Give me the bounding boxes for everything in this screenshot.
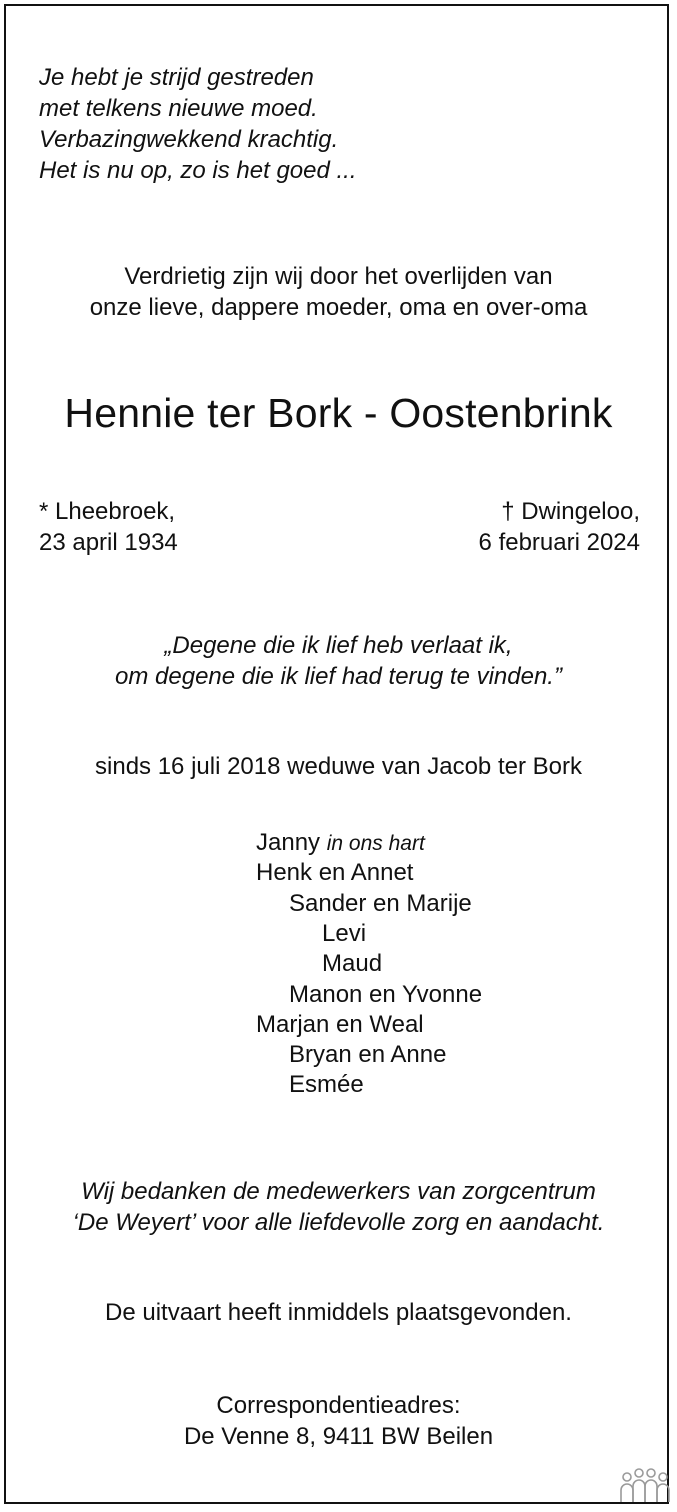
birth-date: 23 april 1934 <box>39 529 178 556</box>
family-member: Bryan en Anne <box>289 1041 447 1069</box>
poem <box>39 62 357 186</box>
death-info <box>479 496 640 558</box>
birth-info <box>39 496 178 558</box>
widow-line: sinds 16 juli 2018 weduwe van Jacob ter Bork <box>95 753 582 780</box>
intro-line: onze lieve, dappere moeder, oma en over-oma <box>89 294 588 321</box>
intro-text <box>6 261 671 323</box>
obituary-card <box>4 4 669 1504</box>
deceased-name: Hennie ter Bork - Oostenbrink <box>64 390 613 436</box>
family-member: Maud <box>322 950 383 978</box>
people-group-icon <box>619 1466 671 1506</box>
correspondence-address <box>6 1390 671 1452</box>
thanks-line: ‘De Weyert’ voor alle liefdevolle zorg en aandacht. <box>72 1209 605 1236</box>
thanks-text <box>6 1176 671 1238</box>
poem-line: Het is nu op, zo is het goed ... <box>39 157 357 184</box>
family-member: Marjan en Weal <box>256 1010 424 1038</box>
family-member <box>256 828 425 859</box>
poem-line: Je hebt je strijd gestreden <box>39 64 314 91</box>
poem-line: met telkens nieuwe moed. <box>39 95 318 122</box>
funeral-note: De uitvaart heeft inmiddels plaatsgevonden. <box>105 1299 572 1326</box>
thanks-line: Wij bedanken de medewerkers van zorgcentrum <box>81 1178 596 1205</box>
family-member-note: in ons hart <box>326 832 425 855</box>
intro-line: Verdrietig zijn wij door het overlijden van <box>124 263 553 290</box>
address-line: De Venne 8, 9411 BW Beilen <box>183 1423 494 1450</box>
family-member: Manon en Yvonne <box>289 980 483 1008</box>
quote-line: om degene die ik lief had terug te vinden.” <box>115 663 562 690</box>
family-member: Henk en Annet <box>256 859 414 887</box>
quote <box>6 630 671 692</box>
death-place: † Dwingeloo, <box>501 498 640 525</box>
family-member: Sander en Marije <box>289 889 472 917</box>
family-member: Esmée <box>289 1071 364 1099</box>
birth-place: * Lheebroek, <box>39 498 176 525</box>
death-date: 6 februari 2024 <box>478 529 640 556</box>
correspondence-label: Correspondentieadres: <box>216 1392 461 1419</box>
family-member: Levi <box>322 919 367 947</box>
quote-line: „Degene die ik lief heb verlaat ik, <box>164 632 513 659</box>
family-member-name: Janny <box>256 829 321 856</box>
poem-line: Verbazingwekkend krachtig. <box>39 126 339 153</box>
